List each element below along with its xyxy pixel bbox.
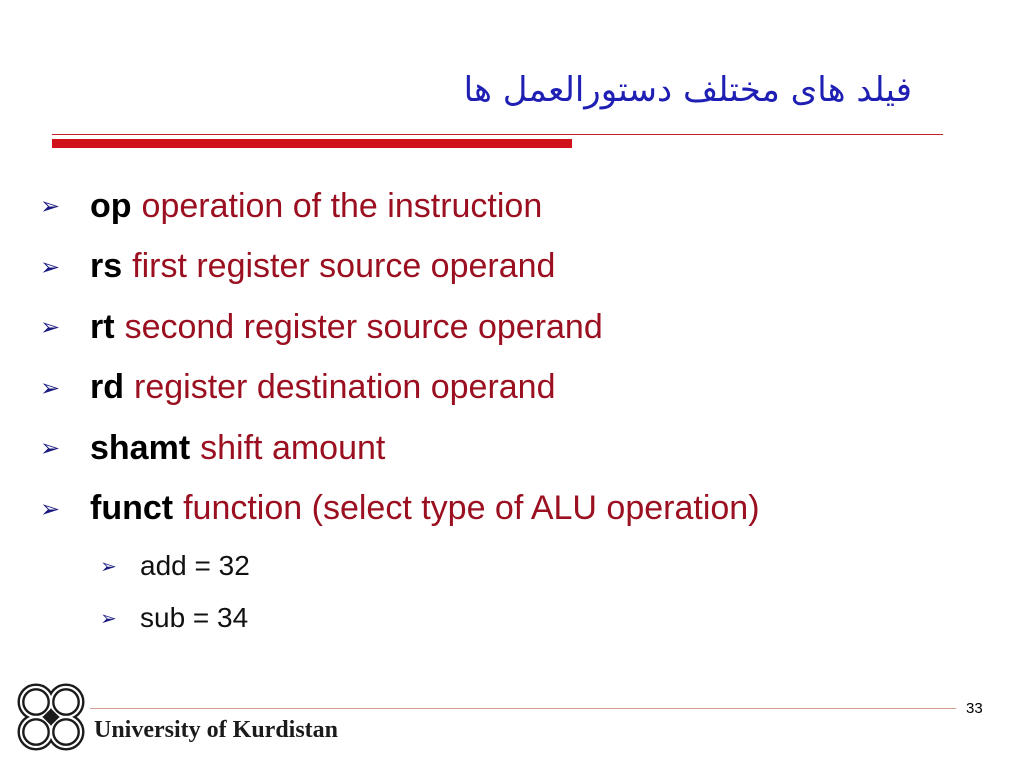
title-divider-thin [52, 134, 943, 135]
field-description: register destination operand [134, 368, 556, 407]
field-term: rt [90, 307, 115, 346]
field-list [40, 176, 760, 539]
list-item [100, 592, 250, 644]
field-description: first register source operand [132, 247, 556, 286]
field-description: operation of the instruction [141, 186, 543, 225]
field-term: funct [90, 489, 174, 528]
field-term: rs [90, 247, 123, 286]
footer-divider [90, 708, 956, 709]
university-name: University of Kurdistan [94, 717, 339, 743]
field-description: function (select type of ALU operation) [183, 489, 760, 528]
field-term: shamt [90, 428, 191, 467]
list-item [40, 297, 760, 358]
university-logo-icon [14, 680, 88, 754]
arrow-bullet-icon: ➢ [40, 313, 61, 342]
arrow-bullet-icon: ➢ [100, 554, 117, 578]
list-item [40, 237, 760, 298]
list-item [40, 358, 760, 419]
list-item [40, 176, 760, 237]
arrow-bullet-icon: ➢ [40, 192, 61, 221]
arrow-bullet-icon: ➢ [40, 434, 61, 463]
list-item [100, 540, 250, 592]
field-description: second register source operand [124, 307, 603, 346]
field-term: rd [90, 368, 124, 407]
arrow-bullet-icon: ➢ [40, 373, 61, 402]
list-item [40, 418, 760, 479]
page-number: 33 [966, 700, 983, 717]
funct-example: add = 32 [140, 550, 250, 581]
funct-examples-list [100, 540, 250, 644]
funct-example: sub = 34 [140, 602, 249, 633]
title-accent-bar [52, 139, 572, 148]
arrow-bullet-icon: ➢ [40, 494, 61, 523]
list-item [40, 479, 760, 540]
field-term: op [90, 186, 132, 225]
arrow-bullet-icon: ➢ [100, 606, 117, 630]
slide-title: فیلد های مختلف دستورالعمل ها [463, 70, 912, 110]
arrow-bullet-icon: ➢ [40, 252, 61, 281]
field-description: shift amount [200, 428, 386, 467]
